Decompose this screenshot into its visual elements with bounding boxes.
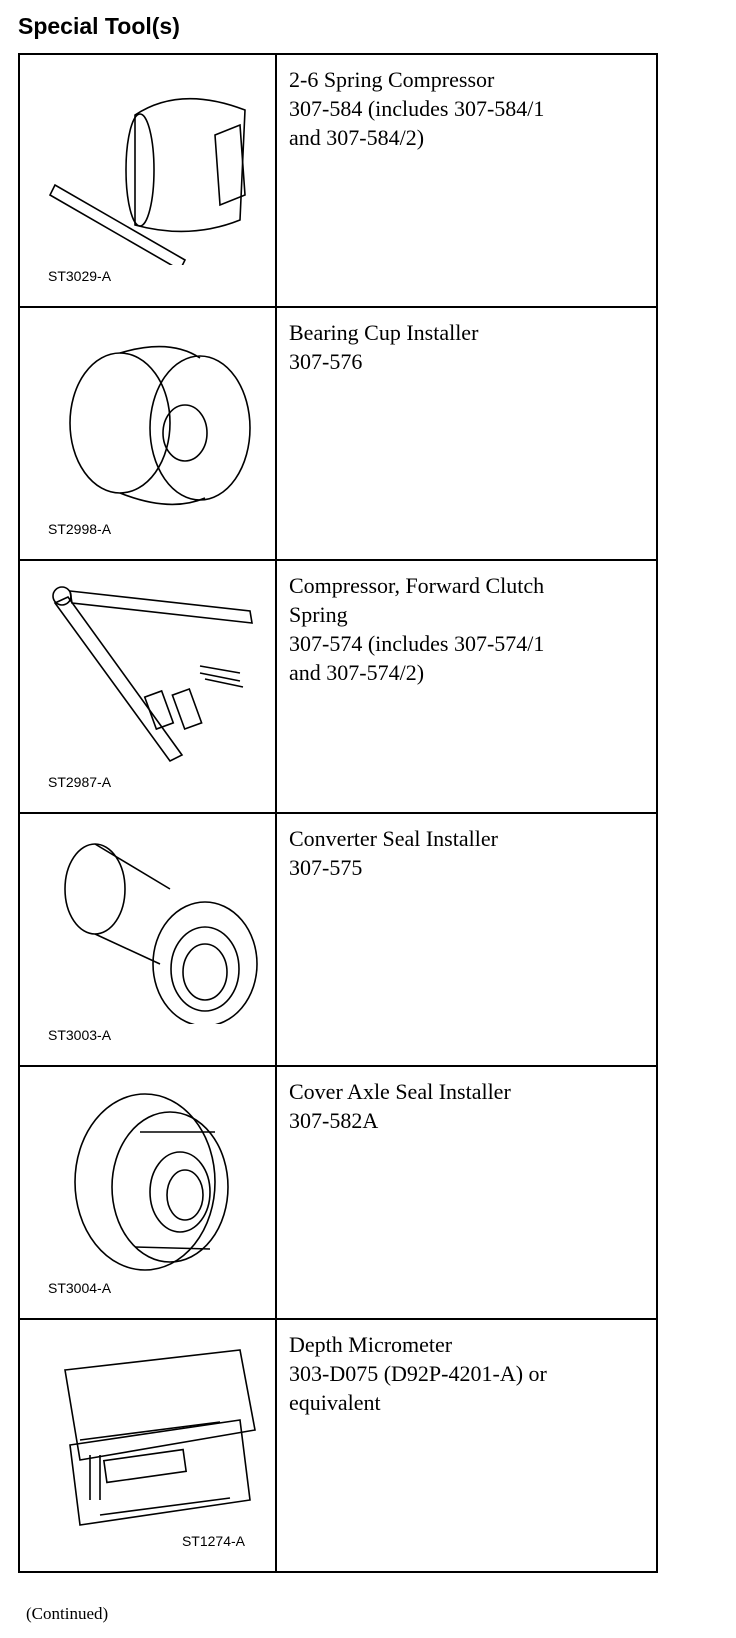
tool-description (276, 1066, 657, 1319)
tool-code: ST1274-A (181, 1533, 245, 1549)
bearing-cup-installer-icon (40, 328, 260, 518)
tool-description-text: Depth Micrometer 303-D075 (D92P-4201-A) or equivalent (289, 1332, 547, 1415)
axle-seal-installer-icon (40, 1087, 260, 1277)
tool-row (19, 1319, 657, 1572)
tool-description (276, 307, 657, 560)
tool-description-text: Compressor, Forward Clutch Spring 307-574 (includes 307-574/1 and 307-574/2) (289, 573, 545, 685)
tool-figure (19, 813, 276, 1066)
tool-description (276, 560, 657, 813)
tool-description (276, 54, 657, 307)
tool-description-text: 2-6 Spring Compressor 307-584 (includes 307-584/1 and 307-584/2) (289, 67, 545, 150)
tool-description-text: Cover Axle Seal Installer 307-582A (289, 1079, 511, 1133)
tool-row (19, 560, 657, 813)
continued-note: (Continued) (26, 1604, 109, 1623)
depth-micrometer-icon (40, 1340, 260, 1530)
clutch-spring-compressor-icon (40, 581, 260, 771)
tool-description (276, 1319, 657, 1572)
tool-row (19, 813, 657, 1066)
special-tools-table (18, 53, 658, 1573)
tool-figure (19, 560, 276, 813)
tool-figure (19, 307, 276, 560)
tool-code: ST3029-A (48, 268, 112, 284)
tool-code: ST3003-A (48, 1027, 112, 1043)
tool-code: ST3004-A (48, 1280, 112, 1296)
tool-row (19, 307, 657, 560)
tool-figure (19, 1319, 276, 1572)
converter-seal-installer-icon (40, 834, 260, 1024)
tool-figure (19, 54, 276, 307)
tool-code: ST2987-A (48, 774, 112, 790)
tool-row (19, 1066, 657, 1319)
page-title: Special Tool(s) (18, 13, 180, 39)
tool-description-text: Converter Seal Installer 307-575 (289, 826, 498, 880)
tool-code: ST2998-A (48, 521, 112, 537)
tool-description-text: Bearing Cup Installer 307-576 (289, 320, 479, 374)
tool-figure (19, 1066, 276, 1319)
spring-compressor-icon (40, 75, 260, 265)
tool-description (276, 813, 657, 1066)
tool-row (19, 54, 657, 307)
